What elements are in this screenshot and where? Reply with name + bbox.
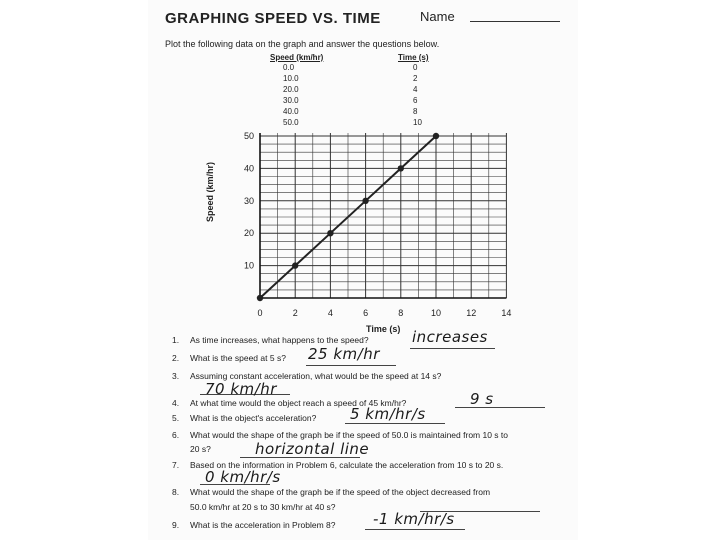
handwritten-answer: 0 km/hr/s [205,468,281,486]
question-number: 3. [172,371,180,381]
x-tick-label: 4 [327,308,333,318]
speed-value: 30.0 [283,96,299,105]
x-tick-label: 0 [257,308,263,318]
speed-value: 0.0 [283,63,295,72]
y-tick-labels [244,131,254,271]
y-tick-label: 40 [243,163,254,174]
y-axis-label: Speed (km/hr) [205,161,215,222]
x-tick-label: 2 [292,308,298,318]
question-number: 1. [172,335,180,345]
question-text: What is the speed at 5 s? [190,353,286,363]
question-number: 4. [172,398,180,408]
y-tick-label: 30 [243,195,254,206]
handwritten-answer: horizontal line [255,440,370,458]
question-text: At what time would the object reach a speed of 45 km/hr? [190,398,407,408]
speed-column-header: Speed (km/hr) [270,53,324,62]
handwritten-answer: increases [412,328,488,346]
time-value: 10 [413,118,422,127]
worksheet-title: GRAPHING SPEED VS. TIME [165,10,381,27]
y-tick-label: 20 [243,228,254,239]
time-value: 4 [413,85,418,94]
question-text: What is the object's acceleration? [190,413,317,423]
chart-grid [260,133,506,298]
question-number: 9. [172,520,180,530]
question-text: What would the shape of the graph be if the speed of the object decreased from [190,487,491,497]
answer-line[interactable] [345,423,445,424]
handwritten-answer: 5 km/hr/s [350,405,426,423]
question-number: 8. [172,487,180,497]
answer-line[interactable] [455,407,545,408]
question-number: 5. [172,413,180,423]
name-label: Name [420,9,455,24]
question-text-continued: 50.0 km/hr at 20 s to 30 km/hr at 40 s? [190,502,336,512]
time-column-header: Time (s) [398,53,429,62]
time-value: 0 [413,63,418,72]
handwritten-answer: 70 km/hr [205,380,277,398]
data-point [292,262,298,268]
y-tick-label: 50 [243,131,254,141]
data-point [398,165,404,171]
question-number: 6. [172,430,180,440]
answer-line[interactable] [410,348,495,349]
handwritten-answer: 9 s [470,390,494,408]
speed-value: 50.0 [283,118,299,127]
instructions: Plot the following data on the graph and answer the questions below. [165,39,440,49]
question-text: Assuming constant acceleration, what would be the speed at 14 s? [190,371,442,381]
speed-value: 10.0 [283,74,299,83]
x-tick-label: 10 [430,308,442,318]
data-point [257,295,263,301]
data-point [433,133,439,139]
x-tick-label: 8 [398,308,404,318]
speed-value: 40.0 [283,107,299,116]
time-value: 8 [413,107,418,116]
answer-line[interactable] [365,529,465,530]
x-tick-label: 12 [466,308,477,318]
x-axis-label: Time (s) [366,324,401,334]
question-text: What would the shape of the graph be if the speed of 50.0 is maintained from 10 s to [190,430,509,440]
question-text: Based on the information in Problem 6, calculate the acceleration from 10 s to 20 s. [190,460,504,470]
x-tick-label: 14 [501,308,512,318]
time-value: 2 [413,74,418,83]
answer-line[interactable] [306,365,396,366]
name-field[interactable] [470,21,560,22]
question-number: 2. [172,353,180,363]
x-tick-label: 6 [363,308,369,318]
question-text-continued: 20 s? [190,444,211,454]
speed-time-chart [220,130,520,340]
data-point [327,230,333,236]
handwritten-answer: 25 km/hr [308,345,380,363]
speed-value: 20.0 [283,85,299,94]
time-value: 6 [413,96,418,105]
question-number: 7. [172,460,180,470]
x-tick-labels [257,308,511,318]
data-point [362,198,368,204]
question-text: What is the acceleration in Problem 8? [190,520,336,530]
question-text: As time increases, what happens to the speed? [190,335,369,345]
handwritten-answer: -1 km/hr/s [373,510,455,528]
y-tick-label: 10 [243,260,254,271]
